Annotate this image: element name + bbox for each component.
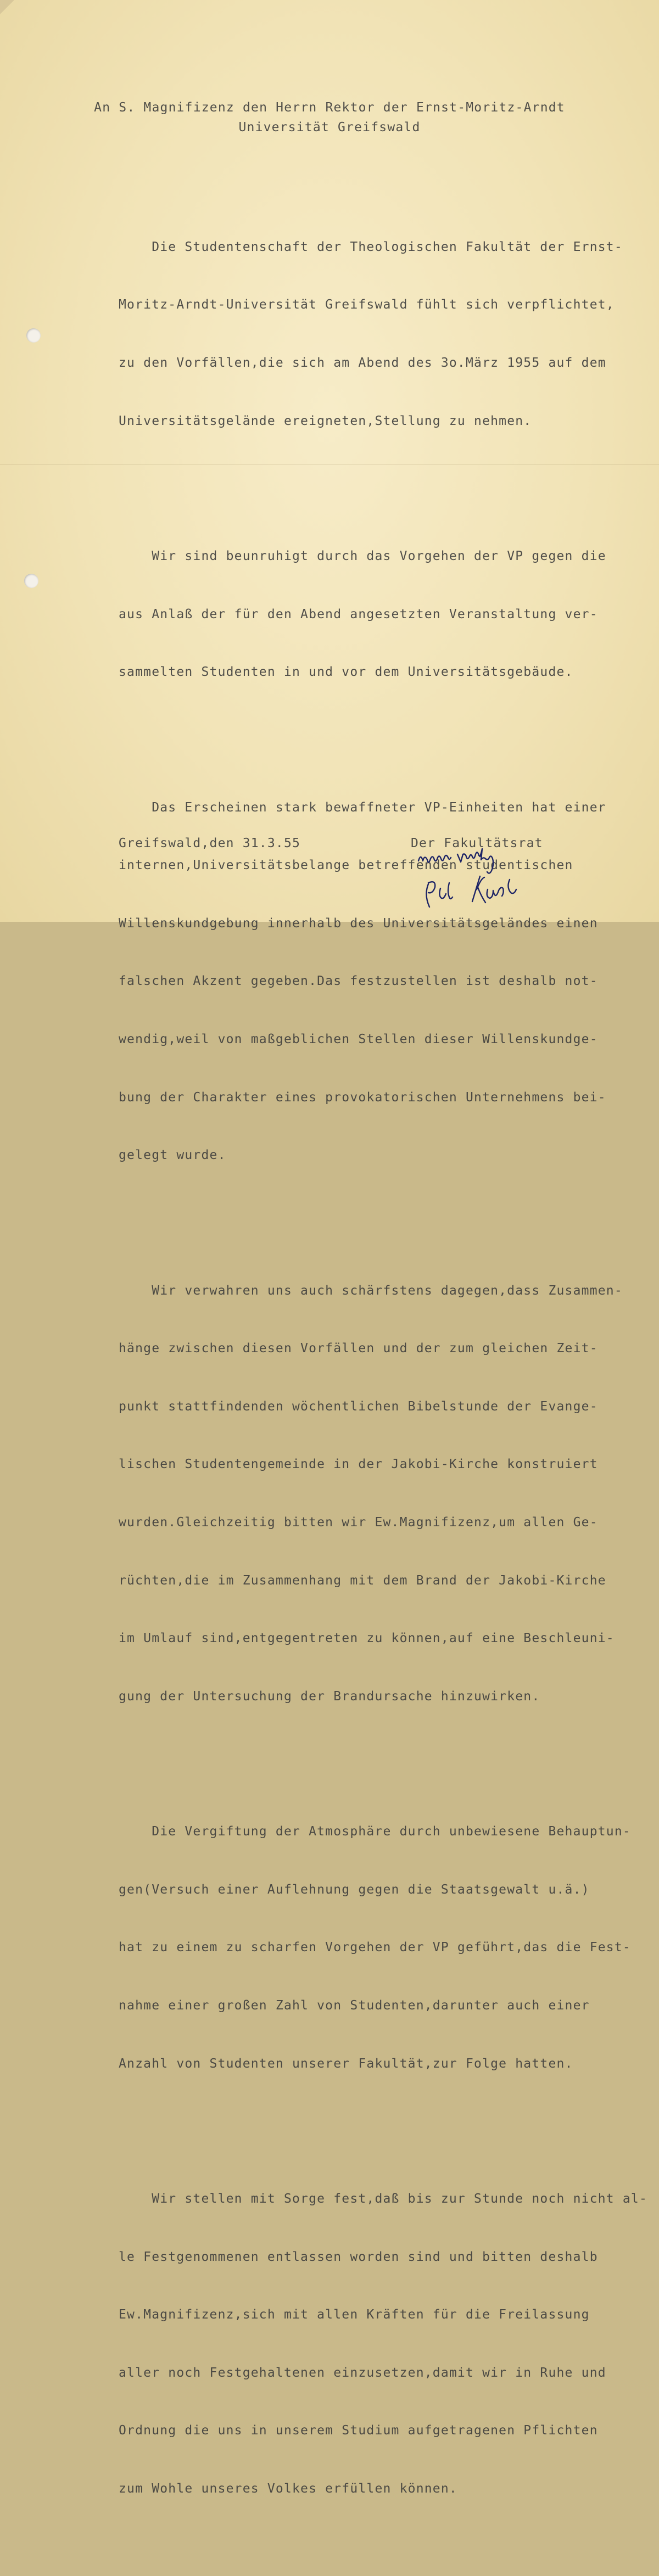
body-line: gen(Versuch einer Auflehnung gegen die Staatsgewalt u.ä.)	[119, 1882, 590, 1897]
signature-2	[426, 876, 516, 907]
letter-body	[119, 160, 647, 2576]
body-line: nahme einer großen Zahl von Studenten,darunter auch einer	[119, 1998, 590, 2013]
paragraph-6	[119, 2151, 647, 2538]
body-line: zum Wohle unseres Volkes erfüllen können.	[119, 2481, 457, 2496]
paragraph-4	[119, 1242, 647, 1745]
body-line: Willenskundgebung innerhalb des Universitätsgeländes einen	[119, 916, 598, 931]
body-line: aus Anlaß der für den Abend angesetzten Veranstaltung ver-	[119, 607, 598, 621]
body-line: sammelten Studenten in und vor dem Universitätsgebäude.	[119, 665, 573, 680]
body-line: gung der Untersuchung der Brandursache hinzuwirken.	[119, 1689, 540, 1704]
body-line: Die Studentenschaft der Theologischen Fakultät der Ernst-	[119, 239, 623, 254]
body-line: hänge zwischen diesen Vorfällen und der zum gleichen Zeit-	[119, 1341, 598, 1356]
body-line: hat zu einem zu scharfen Vorgehen der VP geführt,das die Fest-	[119, 1940, 631, 1955]
body-line: rüchten,die im Zusammenhang mit dem Brand der Jakobi-Kirche	[119, 1573, 606, 1588]
body-line: punkt stattfindenden wöchentlichen Bibelstunde der Evange-	[119, 1399, 598, 1414]
handwritten-signatures	[412, 845, 566, 917]
punch-hole	[26, 328, 41, 343]
body-line: zu den Vorfällen,die sich am Abend des 3o.März 1955 auf dem	[119, 356, 606, 370]
body-line: Die Vergiftung der Atmosphäre durch unbewiesene Behauptun-	[119, 1824, 631, 1839]
body-line: im Umlauf sind,entgegentreten zu können,auf eine Beschleuni-	[119, 1631, 615, 1646]
place-and-date: Greifswald,den 31.3.55	[119, 836, 301, 850]
body-line: wendig,weil von maßgeblichen Stellen dieser Willenskundge-	[119, 1032, 598, 1046]
recipient-line-2: Universität Greifswald	[238, 120, 421, 135]
body-line: lischen Studentengemeinde in der Jakobi-Kirche konstruiert	[119, 1457, 598, 1472]
paragraph-1	[119, 199, 647, 469]
body-line: wurden.Gleichzeitig bitten wir Ew.Magnifizenz,um allen Ge-	[119, 1515, 598, 1530]
body-line: gelegt wurde.	[119, 1148, 226, 1163]
folded-corner	[0, 0, 14, 14]
body-line: Ew.Magnifizenz,sich mit allen Kräften für die Freilassung	[119, 2308, 590, 2322]
body-line: Wir stellen mit Sorge fest,daß bis zur Stunde noch nicht al-	[119, 2191, 648, 2206]
body-line: Ordnung die uns in unserem Studium aufgetragenen Pflichten	[119, 2423, 598, 2438]
body-line: le Festgenommenen entlassen worden sind und bitten deshalb	[119, 2249, 598, 2264]
body-line: Wir verwahren uns auch schärfstens dagegen,dass Zusammen-	[119, 1283, 623, 1298]
paragraph-2	[119, 508, 647, 721]
body-line: Anzahl von Studenten unserer Fakultät,zur Folge hatten.	[119, 2056, 573, 2071]
body-line: Moritz-Arndt-Universität Greifswald fühlt sich verpflichtet,	[119, 298, 615, 312]
paragraph-5	[119, 1784, 647, 2112]
body-line: bung der Charakter eines provokatorischen Unternehmens bei-	[119, 1090, 606, 1105]
body-line: Wir sind beunruhigt durch das Vorgehen der VP gegen die	[119, 549, 606, 563]
body-line: aller noch Festgehaltenen einzusetzen,damit wir in Ruhe und	[119, 2365, 606, 2380]
body-line: internen,Universitätsbelange betreffenden studentischen	[119, 858, 573, 873]
body-line: Das Erscheinen stark bewaffneter VP-Einheiten hat einer	[119, 800, 606, 815]
recipient-line-1: An S. Magnifizenz den Herrn Rektor der Ernst-Moritz-Arndt	[94, 100, 565, 115]
body-line: Universitätsgelände ereigneten,Stellung zu nehmen.	[119, 413, 532, 428]
punch-hole	[24, 574, 38, 588]
body-line: falschen Akzent gegeben.Das festzustellen ist deshalb not-	[119, 974, 598, 989]
paragraph-3	[119, 759, 647, 1204]
signer-title: Der Fakultätsrat	[411, 836, 543, 850]
signature-1	[418, 849, 493, 873]
